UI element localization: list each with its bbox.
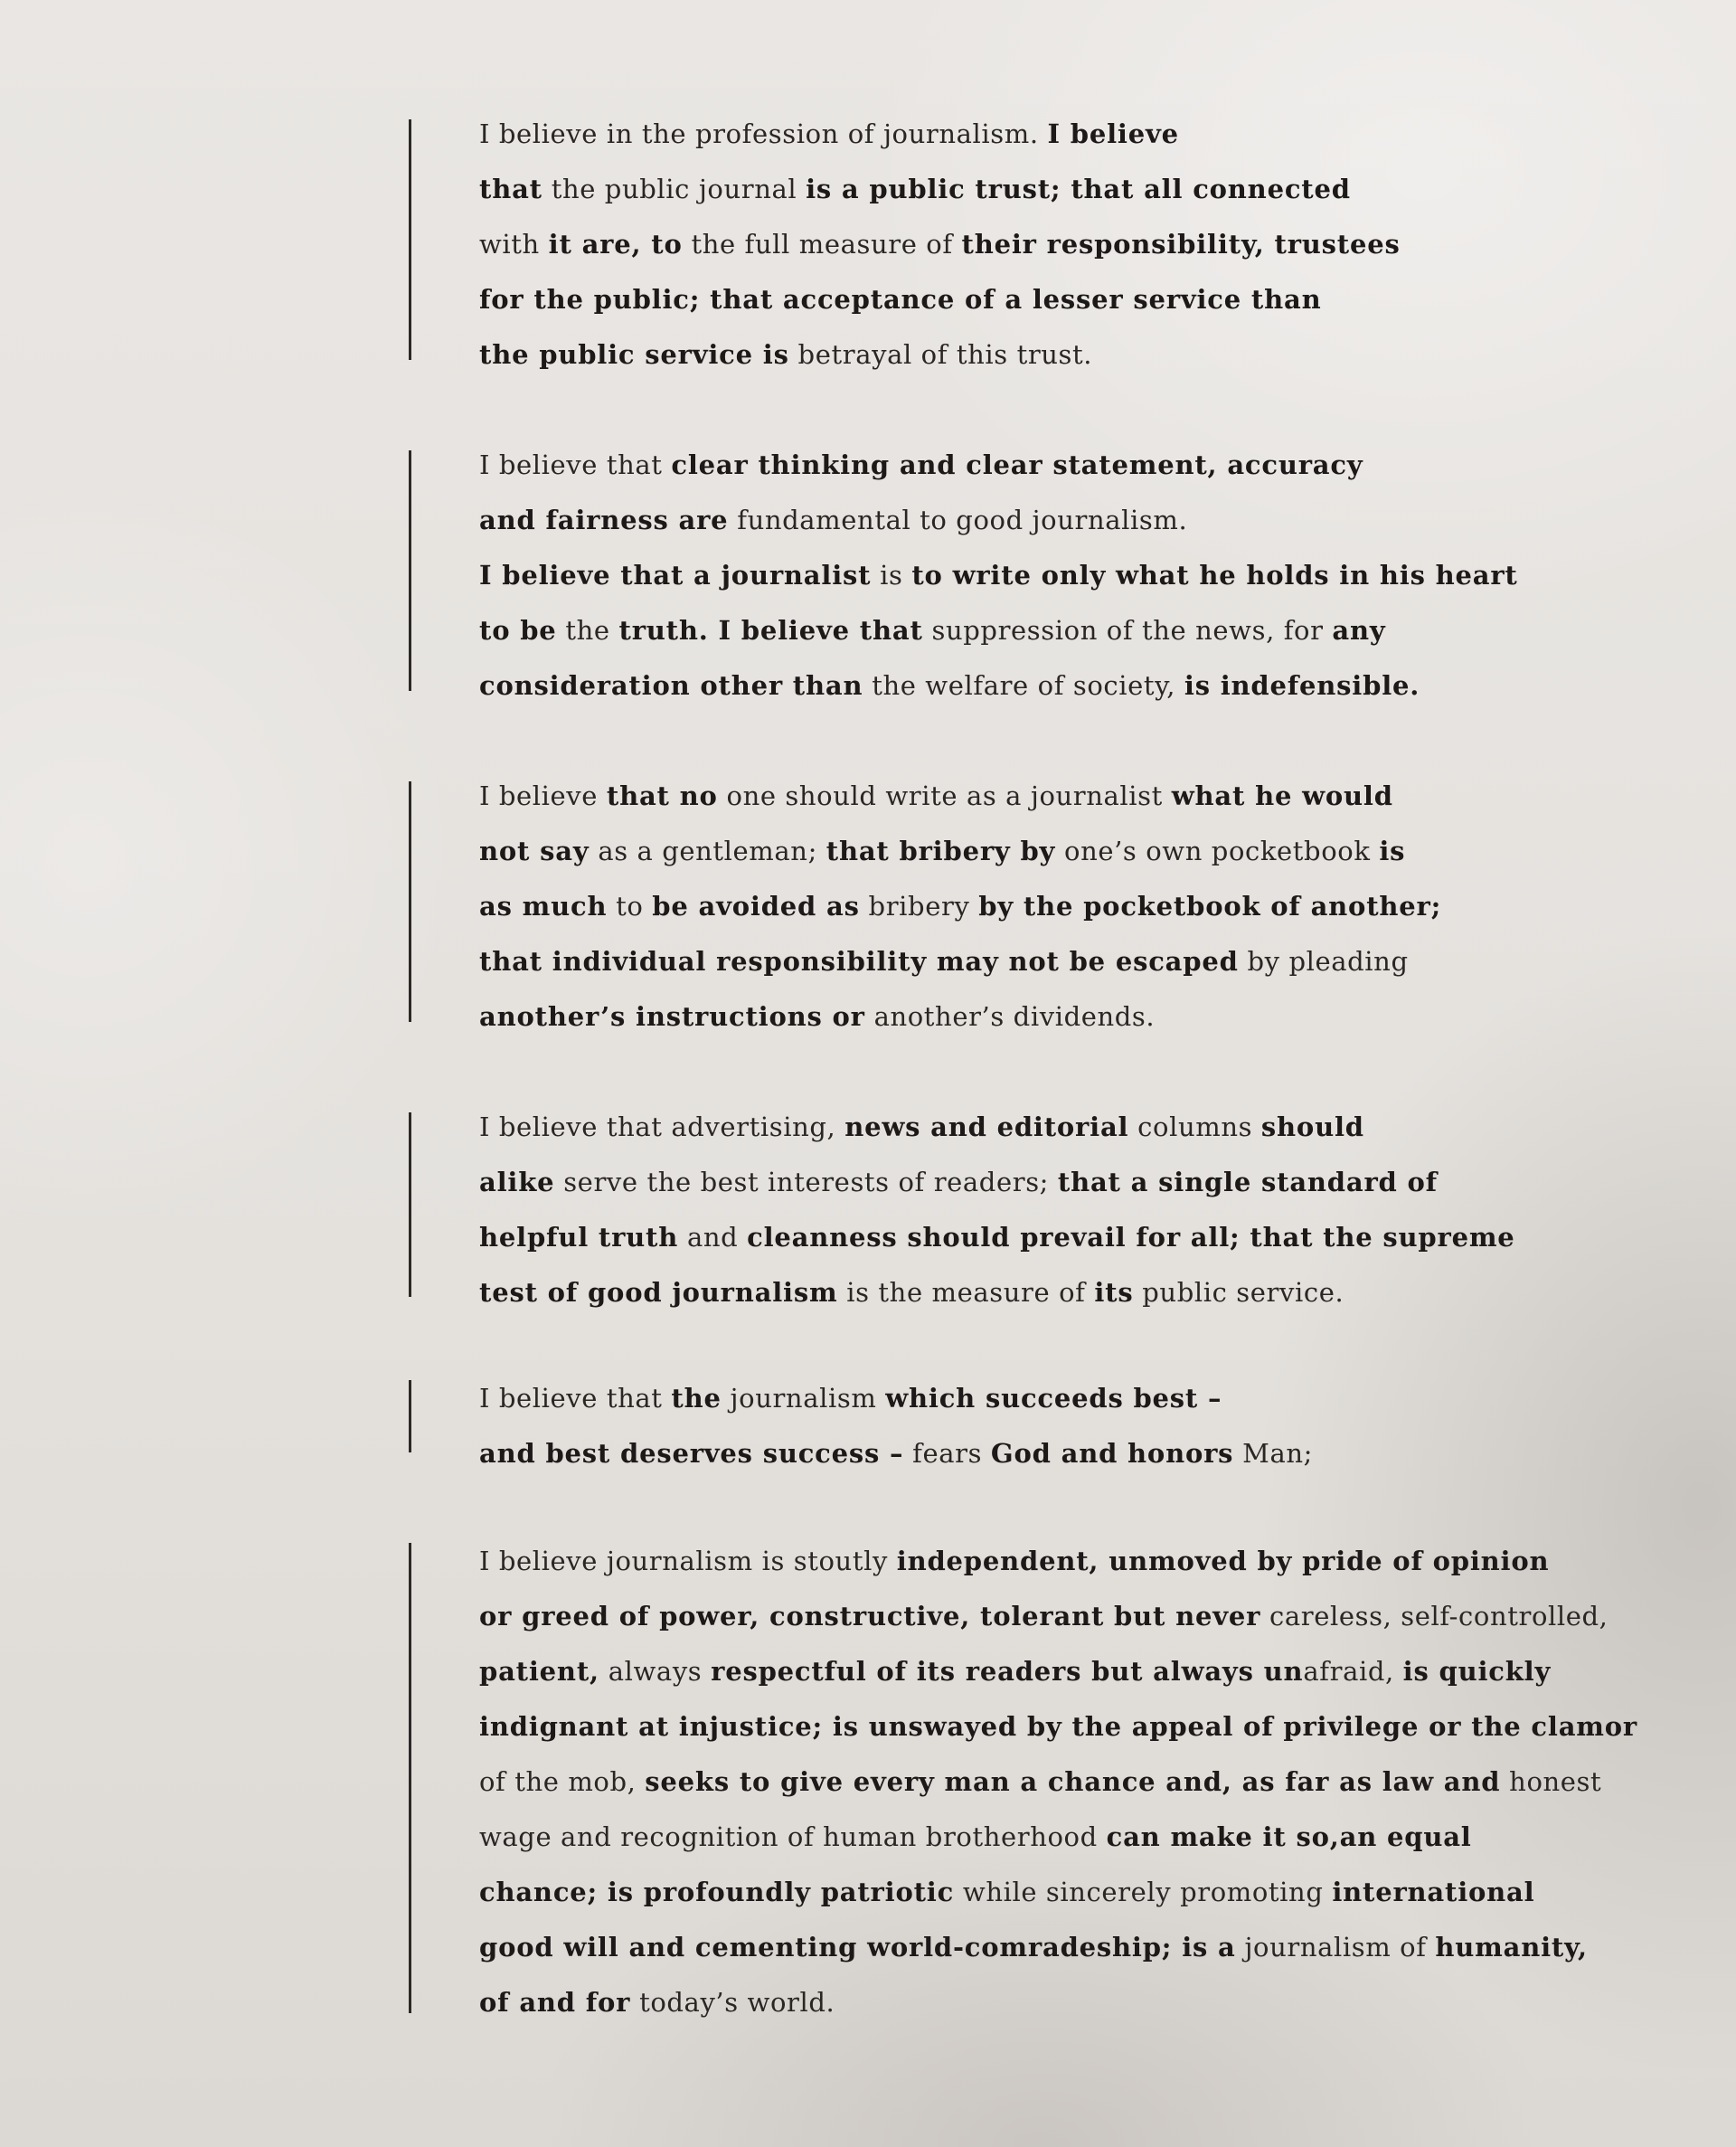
- paragraph-rule: [409, 450, 411, 691]
- text-line: I believe that a journalist is to write only what he holds in his heart: [479, 560, 1518, 591]
- text-line: good will and cementing world-comradeship; is a journalism of humanity,: [479, 1932, 1588, 1963]
- text-line: chance; is profoundly patriotic while sincerely promoting international: [479, 1877, 1535, 1907]
- text-line: I believe that clear thinking and clear statement, accuracy: [479, 449, 1363, 480]
- text-line: indignant at injustice; is unswayed by the appeal of privilege or the clamor: [479, 1711, 1638, 1742]
- text-line: I believe that the journalism which succeeds best –: [479, 1383, 1222, 1414]
- text-line: that the public journal is a public trust; that all connected: [479, 174, 1351, 204]
- text-line: of the mob, seeks to give every man a chance and, as far as law and honest: [479, 1766, 1602, 1797]
- text-line: test of good journalism is the measure of its public service.: [479, 1277, 1344, 1308]
- text-line: for the public; that acceptance of a lesser service than: [479, 284, 1322, 315]
- text-line: or greed of power, constructive, tolerant but never careless, self-controlled,: [479, 1601, 1609, 1632]
- text-line: patient, always respectful of its readers but always unafraid, is quickly: [479, 1656, 1552, 1687]
- creed-paragraph-4: [409, 1100, 1539, 1320]
- paragraph-rule: [409, 1112, 411, 1297]
- text-line: I believe in the profession of journalism. I believe: [479, 118, 1179, 149]
- text-line: another’s instructions or another’s dividends.: [479, 1001, 1156, 1032]
- text-line: that individual responsibility may not be escaped by pleading: [479, 946, 1409, 977]
- text-line: the public service is betrayal of this trust.: [479, 339, 1093, 370]
- paragraph-rule: [409, 1543, 411, 2013]
- paragraph-rule: [409, 781, 411, 1022]
- text-line: consideration other than the welfare of society, is indefensible.: [479, 670, 1420, 701]
- text-line: helpful truth and cleanness should prevail for all; that the supreme: [479, 1222, 1515, 1253]
- text-line: I believe that advertising, news and editorial columns should: [479, 1111, 1364, 1142]
- creed-paragraph-2: [409, 438, 1539, 714]
- text-line: to be the truth. I believe that suppression of the news, for any: [479, 615, 1386, 646]
- text-line: and fairness are fundamental to good journalism.: [479, 505, 1188, 535]
- paragraph-rule: [409, 1380, 411, 1452]
- text-line: not say as a gentleman; that bribery by one’s own pocketbook is: [479, 836, 1406, 866]
- text-line: with it are, to the full measure of their responsibility, trustees: [479, 229, 1401, 260]
- journalist-creed: [409, 107, 1638, 2030]
- creed-paragraph-1: [409, 107, 1539, 383]
- text-line: wage and recognition of human brotherhood can make it so,an equal: [479, 1821, 1472, 1852]
- text-line: of and for today’s world.: [479, 1987, 835, 2018]
- text-line: I believe that no one should write as a journalist what he would: [479, 780, 1393, 811]
- text-line: and best deserves success – fears God and honors Man;: [479, 1438, 1313, 1469]
- paragraph-rule: [409, 119, 411, 360]
- creed-paragraph-3: [409, 769, 1539, 1045]
- creed-paragraph-5: [409, 1371, 1539, 1481]
- creed-paragraph-6: [409, 1534, 1638, 2030]
- text-line: alike serve the best interests of readers; that a single standard of: [479, 1167, 1438, 1197]
- text-line: I believe journalism is stoutly independent, unmoved by pride of opinion: [479, 1546, 1550, 1576]
- text-line: as much to be avoided as bribery by the pocketbook of another;: [479, 891, 1442, 922]
